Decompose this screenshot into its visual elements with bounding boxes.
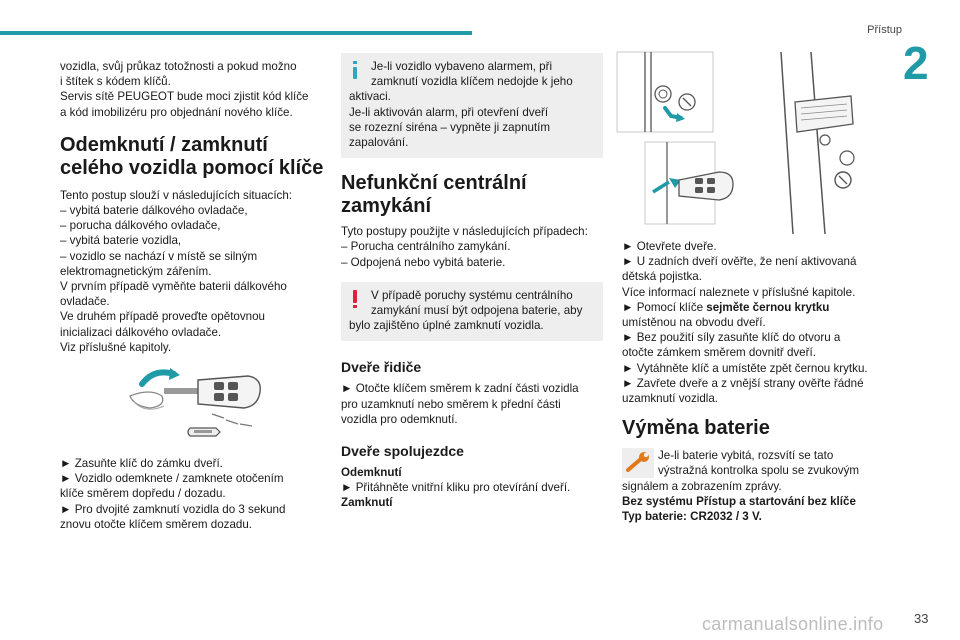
subheading-driver-door: Dveře řidiče	[341, 359, 422, 376]
heading-line: zamykání	[341, 195, 432, 218]
body-line: elektromagnetickým zářením.	[60, 264, 212, 278]
lock-label: Zamknutí	[341, 496, 393, 510]
section-heading	[341, 172, 603, 218]
driver-door-text	[341, 381, 603, 427]
battery-type: Typ baterie: CR2032 / 3 V.	[622, 510, 762, 524]
section-heading	[60, 134, 328, 180]
key-in-lock-illustration	[120, 362, 290, 446]
intro-line: i štítek s kódem klíčů.	[60, 75, 171, 89]
unlock-label: Odemknutí	[341, 466, 402, 480]
step-line	[622, 300, 890, 315]
info-icon	[353, 67, 357, 79]
body-text	[341, 224, 603, 270]
column-2	[341, 53, 603, 511]
heading-line: Odemknutí / zamknutí	[60, 133, 268, 156]
body-line: – vybitá baterie dálkového ovladače,	[60, 204, 248, 218]
bold-note: Bez systému Přístup a startování bez klíče	[622, 494, 856, 508]
info-box	[341, 53, 603, 158]
chapter-number: 2	[903, 37, 929, 89]
body-line: vozidla pro odemknutí.	[341, 412, 458, 426]
column-1-steps	[60, 456, 328, 532]
door-lock-illustration	[615, 50, 895, 236]
section-title: Přístup	[867, 24, 902, 36]
body-line: Je-li baterie vybitá, rozsvítí se tato	[658, 449, 834, 463]
warning-icon	[353, 290, 357, 303]
body-line: Tento postup slouží v následujících situacích:	[60, 188, 293, 202]
step-line: znovu otočte klíčem směrem dozadu.	[60, 517, 253, 531]
body-line: – Porucha centrálního zamykání.	[341, 240, 511, 254]
info-line: Je-li aktivován alarm, při otevření dveří	[349, 105, 549, 119]
page-number: 33	[914, 611, 929, 626]
intro-line: Servis sítě PEUGEOT bude moci zjistit kód klíče	[60, 90, 309, 104]
body-line: ► Otočte klíčem směrem k zadní části vozidla	[341, 382, 579, 396]
info-icon-dot	[353, 61, 357, 64]
intro-line: vozidla, svůj průkaz totožnosti a pokud možno	[60, 60, 297, 73]
body-line: výstražná kontrolka spolu se zvukovým	[658, 464, 860, 478]
intro-line: a kód imobilizéru pro objednání nového klíče.	[60, 105, 293, 119]
info-line: aktivaci.	[349, 90, 391, 104]
body-line: signálem a zobrazením zprávy.	[622, 479, 782, 493]
step-text: ► Pomocí klíče	[622, 300, 707, 314]
subheading-passenger-door: Dveře spolujezdce	[341, 443, 464, 460]
body-line: – Odpojená nebo vybitá baterie.	[341, 255, 506, 269]
body-line: – vybitá baterie vozidla,	[60, 234, 182, 248]
watermark: carmanualsonline.info	[702, 614, 884, 634]
body-line: Viz příslušné kapitoly.	[60, 340, 172, 354]
body-line: Tyto postupy použijte v následujících případech:	[341, 225, 588, 239]
warning-line: bylo zajištěno úplné zamknutí vozidla.	[349, 319, 544, 333]
info-line: zapalování.	[349, 136, 409, 150]
warning-icon-dot	[353, 305, 357, 308]
body-text	[60, 188, 328, 355]
body-line: ► Přitáhněte vnitřní kliku pro otevírání dveří.	[341, 481, 571, 495]
body-line: ovladače.	[60, 295, 110, 309]
step-line: ► U zadních dveří ověřte, že není aktivovaná	[622, 255, 857, 269]
step-line: dětská pojistka.	[622, 270, 702, 284]
step-emphasis: sejměte černou krytku	[706, 300, 830, 314]
column-1	[60, 59, 328, 355]
body-line: Ve druhém případě proveďte opětovnou	[60, 310, 266, 324]
header-accent-bar	[0, 31, 472, 35]
section-heading: Výměna baterie	[622, 417, 770, 440]
step-line: Více informací naleznete v příslušné kapitole.	[622, 285, 856, 299]
body-line: pro uzamknutí nebo směrem k přední části	[341, 397, 561, 411]
info-line: se rozezní siréna – vypněte ji zapnutím	[349, 120, 551, 134]
info-line: Je-li vozidlo vybaveno alarmem, při	[371, 60, 553, 73]
step-line: ► Zavřete dveře a z vnější strany ověřte řádné	[622, 376, 864, 390]
warning-line: zamykání musí být odpojena baterie, aby	[371, 304, 583, 318]
column-3	[622, 239, 890, 524]
step-line: ► Vozidlo odemknete / zamknete otočením	[60, 472, 284, 486]
heading-line: Nefunkční centrální	[341, 172, 527, 195]
step-line: ► Vytáhněte klíč a umístěte zpět černou krytku.	[622, 361, 868, 375]
wrench-icon	[622, 448, 654, 478]
passenger-door-text	[341, 465, 603, 511]
battery-warning	[622, 448, 890, 494]
body-line: – vozidlo se nachází v místě se silným	[60, 249, 258, 263]
heading-line: celého vozidla pomocí klíče	[60, 156, 324, 179]
step-line: ► Otevřete dveře.	[622, 240, 717, 253]
body-line: V prvním případě vyměňte baterii dálkového	[60, 280, 287, 294]
body-line: inicializaci dálkového ovladače.	[60, 325, 222, 339]
step-line: klíče směrem dopředu / dozadu.	[60, 487, 226, 501]
step-line: ► Pro dvojité zamknutí vozidla do 3 sekund	[60, 502, 286, 516]
step-line: otočte zámkem směrem dovnitř dveří.	[622, 346, 816, 360]
body-line: – porucha dálkového ovladače,	[60, 219, 221, 233]
step-line: ► Bez použití síly zasuňte klíč do otvoru a	[622, 331, 841, 345]
step-line: ► Zasuňte klíč do zámku dveří.	[60, 457, 223, 470]
step-line: umístěnou na obvodu dveří.	[622, 316, 766, 330]
warning-line: V případě poruchy systému centrálního	[371, 288, 573, 302]
info-line: zamknutí vozidla klíčem nedojde k jeho	[371, 75, 573, 89]
warning-box	[341, 282, 603, 342]
step-line: uzamknutí vozidla.	[622, 392, 719, 406]
